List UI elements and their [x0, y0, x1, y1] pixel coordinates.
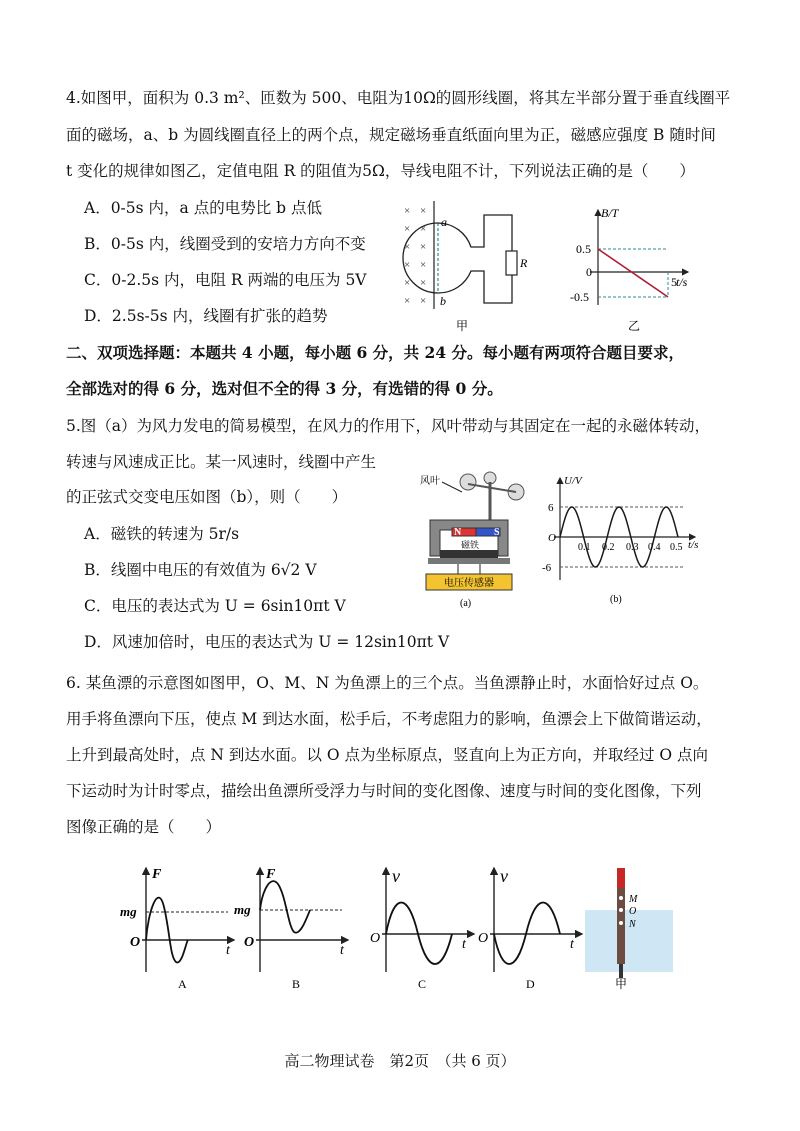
q6-line-1: 6. 某鱼漂的示意图如图甲，O、M、N 为鱼漂上的三个点。当鱼漂静止时，水面恰好过点 O。: [66, 674, 709, 692]
q4-option-c: C．0-2.5s 内，电阻 R 两端的电压为 5V: [84, 271, 367, 289]
field-cross: ×: [420, 295, 427, 307]
mg-label: mg: [120, 904, 137, 919]
magnet-label: 磁铁: [461, 540, 480, 550]
y-tick-top: 0.5: [576, 242, 591, 256]
magnet-s-label: S: [494, 527, 500, 538]
q4-option-b: B．0-5s 内，线圈受到的安培力方向不变: [84, 235, 366, 253]
q5-line-1: 5.图（a）为风力发电的简易模型，在风力的作用下，风叶带动与其固定在一起的永磁体转动，: [66, 417, 711, 435]
field-cross: ×: [404, 277, 411, 289]
label-n: N: [629, 919, 636, 930]
caption-b: (b): [610, 594, 622, 605]
q5-figure-b: [540, 470, 710, 610]
label-r: R: [520, 256, 528, 270]
label-o: O: [629, 906, 637, 917]
q6-line-5: 图像正确的是（ ）: [66, 818, 222, 836]
y-label: F: [152, 867, 162, 882]
field-cross: ×: [404, 205, 411, 217]
q6-graph-a: [118, 862, 238, 992]
caption-a: A: [178, 977, 187, 991]
y-tick-bottom: -0.5: [570, 290, 589, 304]
x-label: t: [570, 937, 574, 952]
y-label: F: [266, 867, 276, 882]
x-tick-0.3: 0.3: [626, 542, 639, 553]
x-tick-0.2: 0.2: [602, 542, 615, 553]
point-o: [619, 908, 623, 912]
coil-right-arc-and-circuit: [438, 215, 512, 303]
label-a: a: [441, 215, 447, 229]
base: [428, 558, 510, 564]
field-cross: ×: [420, 223, 427, 235]
field-cross: ×: [404, 223, 411, 235]
q4-option-a: A．0-5s 内，a 点的电势比 b 点低: [84, 199, 322, 217]
field-cross: ×: [420, 205, 427, 217]
q4-figure-yi: [568, 200, 698, 335]
float-tip: [617, 868, 625, 888]
q6-float-figure: [585, 862, 675, 992]
section2-line-2: 全部选对的得 6 分，选对但不全的得 3 分，有选错的得 0 分。: [66, 379, 503, 398]
x-label: t: [226, 943, 230, 958]
wind-cup-left: [460, 474, 476, 490]
q6-graph-c: [358, 862, 478, 992]
q5-line-3: 的正弦式交变电压如图（b），则（ ）: [66, 488, 348, 506]
field-cross: ×: [420, 241, 427, 253]
x-label: t: [340, 943, 344, 958]
x-tick-0.1: 0.1: [578, 542, 591, 553]
caption-b: B: [292, 977, 301, 991]
wind-label-leader: [442, 482, 462, 492]
label-b: b: [440, 294, 446, 308]
x-tick-0.4: 0.4: [648, 542, 661, 553]
origin-label: O: [548, 532, 556, 544]
q6-graph-b: [232, 862, 352, 992]
velocity-curve: [386, 903, 452, 965]
y-tick-zero: 0: [586, 265, 592, 279]
label-m: M: [629, 894, 638, 905]
point-m: [619, 896, 623, 900]
caption-c: C: [418, 977, 427, 991]
caption-jia: 甲: [456, 319, 469, 333]
y-label: v: [500, 866, 508, 886]
origin-label: O: [130, 935, 141, 950]
voltage-sensor-label: 电压传感器: [444, 578, 494, 589]
q4-line-1: 4.如图甲，面积为 0.3 m²、匝数为 500、电阻为10Ω的圆形线圈，将其左半部分置于垂直线圈平: [66, 89, 731, 107]
magnetic-field-crosses: [404, 205, 426, 307]
y-tick-top: 6: [548, 502, 554, 514]
q6-line-3: 上升到最高处时，点 N 到达水面。以 O 点为坐标原点，竖直向上为正方向，并取经过 O 点向: [66, 746, 709, 764]
force-curve: [260, 881, 310, 932]
section2-line-1: 二、双项选择题：本题共 4 小题，每小题 6 分，共 24 分。每小题有两项符合题目要求，: [66, 343, 685, 362]
caption-a: (a): [460, 598, 472, 609]
q4-figure-jia: [398, 195, 538, 335]
x-tick-0.5: 0.5: [670, 542, 683, 553]
x-label: t/s: [688, 539, 699, 551]
caption-jia: 甲: [615, 977, 628, 991]
field-cross: ×: [404, 241, 411, 253]
field-cross: ×: [404, 259, 411, 271]
point-n: [619, 921, 623, 925]
mg-label: mg: [234, 902, 251, 917]
q5-option-c: C．电压的表达式为 U = 6sin10πt V: [84, 597, 346, 615]
x-tick-5: 5: [671, 275, 677, 289]
origin-label: O: [370, 931, 381, 946]
q6-line-4: 下运动时为计时零点，描绘出鱼漂所受浮力与时间的变化图像、速度与时间的变化图像，下列: [66, 782, 702, 800]
q6-graph-d: [466, 862, 586, 992]
caption-yi: 乙: [628, 319, 641, 333]
force-curve: [146, 898, 188, 963]
field-cross: ×: [420, 277, 427, 289]
b-t-line: [598, 249, 668, 297]
q5-option-a: A．磁铁的转速为 5r/s: [84, 525, 240, 543]
q5-figure-a: [418, 470, 533, 610]
wind-blade-label: 风叶: [420, 476, 440, 487]
q4-line-2: 面的磁场，a、b 为圆线圈直径上的两个点，规定磁场垂直纸面向里为正，磁感应强度 B 随时间: [66, 126, 716, 144]
q6-line-2: 用手将鱼漂向下压，使点 M 到达水面，松手后，不考虑阻力的影响，鱼漂会上下做简谐运动，: [66, 710, 712, 728]
caption-d: D: [526, 977, 535, 991]
origin-label: O: [478, 931, 489, 946]
y-tick-bottom: -6: [542, 562, 552, 574]
field-cross: ×: [404, 295, 411, 307]
y-label: v: [392, 866, 400, 886]
y-label: B/T: [601, 206, 619, 220]
resistor-r: [506, 251, 517, 275]
q5-option-d: D．风速加倍时，电压的表达式为 U = 12sin10πt V: [84, 633, 450, 651]
q5-line-2: 转速与风速成正比。某一风速时，线圈中产生: [66, 453, 377, 471]
q4-line-3: t 变化的规律如图乙，定值电阻 R 的阻值为5Ω，导线电阻不计，下列说法正确的是（ ）: [66, 162, 695, 180]
float-tail: [619, 964, 623, 978]
field-cross: ×: [420, 259, 427, 271]
page-footer: 高二物理试卷 第2页 （共 6 页）: [284, 1052, 516, 1070]
origin-label: O: [244, 935, 255, 950]
q5-option-b: B．线圈中电压的有效值为 6√2 V: [84, 561, 317, 579]
q4-option-d: D．2.5s-5s 内，线圈有扩张的趋势: [84, 307, 328, 325]
x-label: t: [462, 937, 466, 952]
x-label: t/s: [676, 275, 688, 289]
velocity-curve: [494, 903, 560, 965]
magnet-n-label: N: [454, 527, 462, 538]
y-label: U/V: [564, 475, 582, 487]
